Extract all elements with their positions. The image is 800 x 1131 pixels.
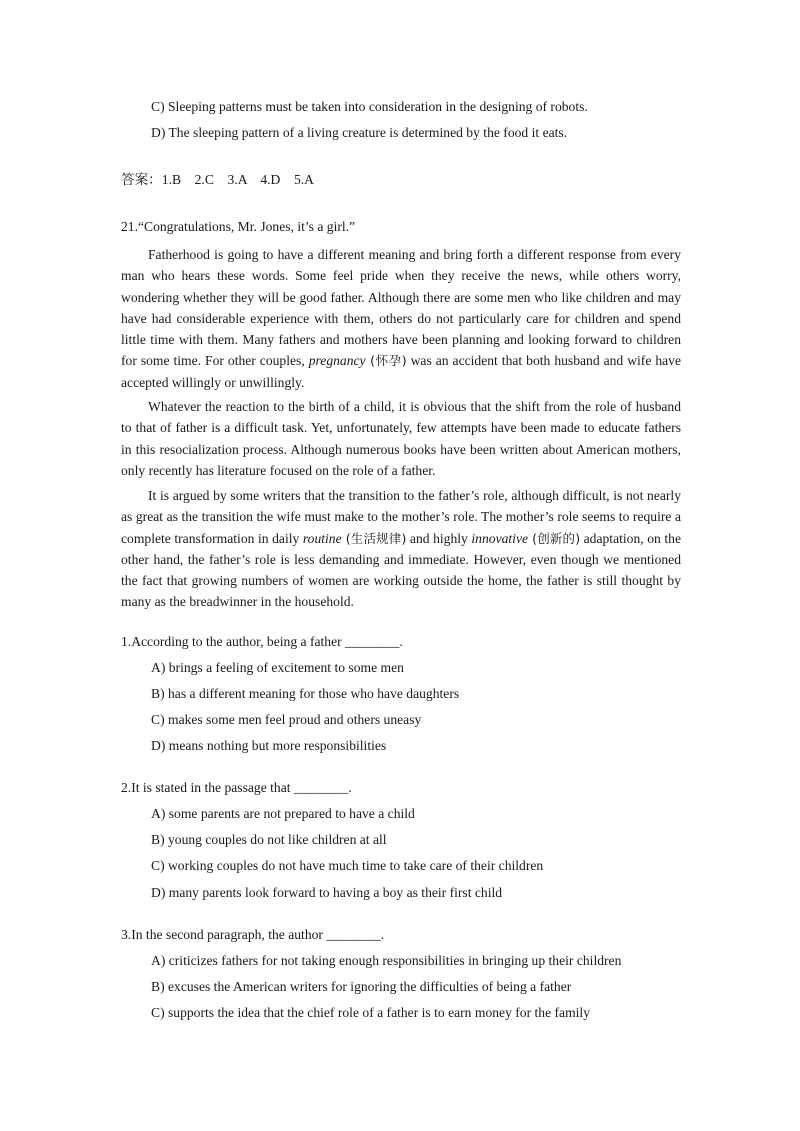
term-routine: routine xyxy=(302,530,342,546)
question-3-option-a: A) criticizes fathers for not taking enough responsibilities in bringing up their children xyxy=(151,953,622,968)
paragraph-1-text-b: was an accident that both husband and wife have accepted willingly or unwillingly. xyxy=(121,353,681,390)
paragraph-3-text-b: and highly xyxy=(406,530,472,546)
question-1-option-a: A) brings a feeling of excitement to some men xyxy=(151,660,404,675)
gloss-innovative: (创新的) xyxy=(528,530,581,546)
question-2-option-a: A) some parents are not prepared to have a child xyxy=(151,806,415,821)
prev-option-d: D) The sleeping pattern of a living creature is determined by the food it eats. xyxy=(151,125,568,140)
answer-key: 答案：1.B 2.C 3.A 4.D 5.A xyxy=(121,172,314,187)
question-1-stem: 1.According to the author, being a father ________. xyxy=(121,634,403,649)
paragraph-3 xyxy=(121,485,681,613)
question-2-stem: 2.It is stated in the passage that ________. xyxy=(121,780,352,795)
question-1-option-d: D) means nothing but more responsibilities xyxy=(151,738,387,753)
paragraph-3-text-a: It is argued by some writers that the transition to the father’s role, although difficult, is not nearly as great as the transition the wife must make to the mother’s role. The mother’s role seems to require a complete transformation in daily xyxy=(121,488,681,546)
paragraph-1 xyxy=(121,244,681,393)
question-3-stem: 3.In the second paragraph, the author ________. xyxy=(121,927,385,942)
question-3-option-c: C) supports the idea that the chief role of a father is to earn money for the family xyxy=(151,1005,591,1020)
prev-option-c: C) Sleeping patterns must be taken into consideration in the designing of robots. xyxy=(151,99,588,114)
gloss-pregnancy: (怀孕) xyxy=(365,353,407,369)
gloss-routine: (生活规律) xyxy=(341,530,407,546)
question-2-option-d: D) many parents look forward to having a boy as their first child xyxy=(151,885,503,900)
passage-heading: 21.“Congratulations, Mr. Jones, it’s a girl.” xyxy=(121,219,356,234)
paragraph-3-text-c: adaptation, on the other hand, the father’s role is less demanding and immediate. However, even though we mentioned the fact that growing numbers of women are working outside the home, the father is still thought by many as the breadwinner in the household. xyxy=(121,530,681,610)
question-2-option-b: B) young couples do not like children at all xyxy=(151,832,387,847)
term-pregnancy: pregnancy xyxy=(308,353,366,369)
paragraph-2: Whatever the reaction to the birth of a child, it is obvious that the shift from the role of husband to that of father is a difficult task. Yet, unfortunately, few attempts have been made to educate fathers in this resocialization process. Although numerous books have been written about American mothers, only recently has literature focused on the role of a father. xyxy=(121,399,681,478)
term-innovative: innovative xyxy=(471,530,529,546)
question-1-option-b: B) has a different meaning for those who have daughters xyxy=(151,686,460,701)
question-3-option-b: B) excuses the American writers for ignoring the difficulties of being a father xyxy=(151,979,572,994)
question-2-option-c: C) working couples do not have much time to take care of their children xyxy=(151,858,544,873)
question-1-option-c: C) makes some men feel proud and others uneasy xyxy=(151,712,422,727)
paragraph-1-text-a: Fatherhood is going to have a different meaning and bring forth a different response from every man who hears these words. Some feel pride when they receive the news, while others worry, wondering whether they will be good father. Although there are some men who like children and may have had considerable experience with them, others do not particularly care for children and spend little time with them. Many fathers and mothers have been planning and looking forward to children for some time. For other couples, xyxy=(121,247,681,369)
